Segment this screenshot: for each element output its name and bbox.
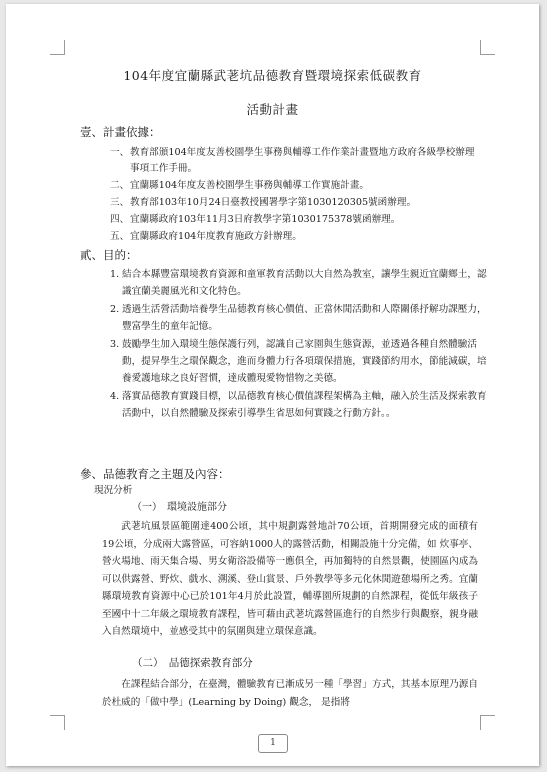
subsection-2-heading: （二） 品德探索教育部分 xyxy=(132,657,253,669)
section-2-heading: 貳、目的： xyxy=(80,248,138,262)
list-item xyxy=(110,212,482,228)
list-item-number: 四、 xyxy=(110,214,130,225)
list-item-number: 2. xyxy=(110,304,120,315)
subsection-1-paragraph: 武荖坑風景區範圍達400公頃，其中規劃露營地計70公頃，首期開發完成的面積有19公頃，分成兩大露營區，可容納1000人的露營活動，相關設施十分完備，如 炊事亭、營火場地、雨天集合場、男女衛浴設備等一應俱全，再加獨特的自然景觀，使園區內成為可以供露營、野炊、戲水、溯溪、登山賞景、戶外教學等多元化休閒遊憩場所之秀。宜蘭縣環境教育資源中心已於101年4月於此設置，輔導園所規劃的自然課程，從低年級孩子至國中十二年級之環境教育課程，皆可藉由武荖坑露營區進行的自然步行與觀察，親身融入自然環境中，並感受其中的氛圍與建立環保意識。 xyxy=(102,521,478,637)
list-item-number: 1. xyxy=(110,269,120,280)
list-item-text: 宜蘭縣政府103年11月3日府教學字第1030175378號函辦理。 xyxy=(130,214,401,225)
list-item-number: 4. xyxy=(110,391,120,402)
document-title: 104年度宜蘭縣武荖坑品德教育暨環境探索低碳教育 xyxy=(123,68,422,83)
crop-mark-bottom-right xyxy=(480,715,495,730)
list-item-text: 教育部頒104年度友善校園學生事務與輔導工作作業計畫暨地方政府各級學校辦理事項工作手冊。 xyxy=(130,147,475,174)
list-item-text: 鼓勵學生加入環境生態保護行列，認識自己家園與生態資源，並透過各種自然體驗活動，提昇學生之環保觀念，進而身體力行各項環保措施，實踐節約用水，節能減碳，培養愛護地球之良好習慣，達成體現愛物惜物之美德。 xyxy=(122,339,487,384)
list-item-text: 透過生活營活動培養學生品德教育核心價值、正當休閒活動和人際關係抒解功課壓力，豐富學生的童年記憶。 xyxy=(122,304,487,332)
section-1-list xyxy=(110,145,482,245)
list-item-number: 三、 xyxy=(110,197,130,208)
crop-mark-top-right xyxy=(480,40,495,55)
crop-mark-bottom-left xyxy=(50,715,65,730)
list-item xyxy=(110,266,490,300)
list-item-number: 一、 xyxy=(110,147,130,158)
subsection-2-paragraph: 在課程結合部分，在臺灣，體驗教育已漸成另一種「學習」方式，其基本原理乃源自於杜威的「做中學」(Learning by Doing) 觀念， 是指將 xyxy=(102,679,478,708)
list-item-text: 落實品德教育實踐目標，以品德教育核心價值課程架構為主軸，融入於生活及探索教育活動中，以自然體驗及探索引導學生省思如何實踐之行動方針。。 xyxy=(122,391,487,419)
list-item xyxy=(110,195,482,211)
list-item xyxy=(110,388,490,422)
list-item xyxy=(110,145,482,177)
list-item-text: 教育部103年10月24日臺教授國署學字第1030120305號函辦理。 xyxy=(130,197,417,208)
list-item-number: 五、 xyxy=(110,231,130,242)
subsection-1-heading: （一） 環境設施部分 xyxy=(132,502,227,513)
page-number: 1 xyxy=(258,734,288,753)
section-3-heading: 參、品德教育之主題及內容： xyxy=(80,467,230,481)
list-item xyxy=(110,301,490,335)
status-analysis-label: 現況分析 xyxy=(94,485,133,496)
list-item xyxy=(110,178,482,194)
list-item-number: 二、 xyxy=(110,180,130,191)
document-subtitle: 活動計畫 xyxy=(246,102,299,117)
document-page xyxy=(6,4,539,766)
list-item-text: 結合本縣豐富環境教育資源和童軍教育活動以大自然為教室，讓學生親近宜蘭鄉土，認識宜蘭美麗風光和文化特色。 xyxy=(122,269,487,297)
section-1-heading: 壹、計畫依據： xyxy=(80,125,161,139)
list-item-text: 宜蘭縣104年度友善校園學生事務與輔導工作實施計畫。 xyxy=(130,180,369,191)
crop-mark-top-left xyxy=(50,40,65,55)
list-item-text: 宜蘭縣政府104年度教育施政方針辦理。 xyxy=(130,231,302,242)
list-item xyxy=(110,229,482,245)
list-item-number: 3. xyxy=(110,339,120,350)
section-2-list xyxy=(110,266,490,423)
list-item xyxy=(110,336,490,387)
